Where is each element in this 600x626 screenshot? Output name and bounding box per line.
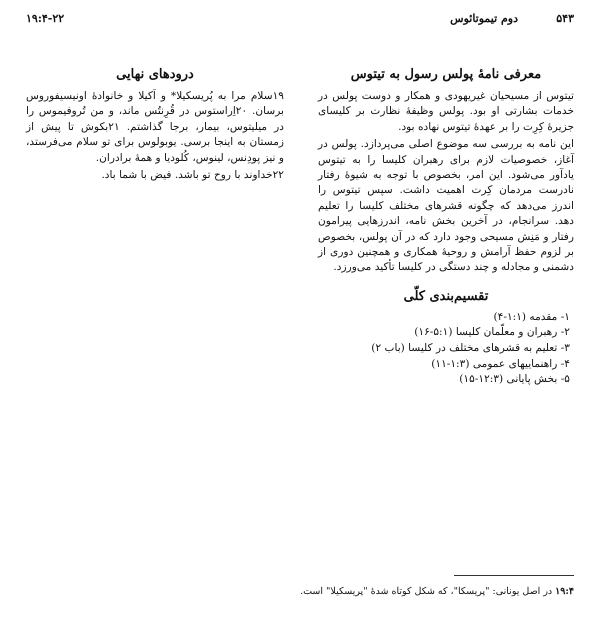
page-number: ۵۴۳ — [556, 12, 574, 25]
greetings-paragraph-1: ۱۹سلام مرا به پُریسکیلا* و اَکیلا و خانوادهٔ اونیسیفوروس برسان. ۲۰اِراستوس در قُرِنتُس ماند، و من تُروفیموس را در میلیتوس، بیمار، برجا گذاشتم. ۲۱بکوش تا پیش از زمستان به اینجا برسی. یوبولوس برای تو سلام می‌فرستد، و نیز پودِنس، لینوس، کُلودیا و همهٔ برادران. — [26, 90, 284, 164]
running-header — [26, 12, 574, 32]
header-reference: ۱۹:۴-۲۲ — [26, 12, 65, 25]
intro-paragraph-2: این نامه به بررسی سه موضوع اصلی می‌پردازد. پولس در آغاز، خصوصیات لازم برای رهبران کلیسا را به تیتوس یادآور می‌شود. این امر، بخصوص با توجه به شیوهٔ رفتار نادرست مردمان کِرت اهمیت داشت. سپس تیتوس را اندرز می‌دهد که چگونه قشرهای مختلف کلیسا را تعلیم دهد. سرانجام، در آخرین بخش نامه، اندرزهایی پیرامون رفتار و مَنِش مسیحی وجود دارد که در آن پولس، بخصوص بر لزوم حفظ آرامش و روحیهٔ همکاری و همچنین دوری از دشمنی و مجادله و چند دستگی در کلیسا تأکید می‌ورزد. — [318, 138, 574, 274]
outline-item: ۳- تعلیم به قشرهای مختلف در کلیسا (باب ۲) — [371, 342, 570, 355]
right-column — [318, 66, 574, 388]
outline-item: ۲- رهبران و معلّمان کلیسا (۵:۱-۱۶) — [414, 326, 570, 339]
footnote — [26, 585, 574, 599]
final-greetings-title: درودهای نهایی — [116, 67, 194, 82]
greetings-paragraph-2: ۲۲خداوند با روح تو باشد. فیض با شما باد. — [101, 169, 284, 182]
footnote-reference: ۱۹:۴ — [555, 586, 574, 597]
outline-list — [318, 310, 574, 388]
intro-paragraph-1: تیتوس از مسیحیان غیریهودی و همکار و دوست پولس در خدمات بشارتی او بود. پولس وظیفهٔ نظارت بر کلیسای جزیرهٔ کِرِت را بر عهدهٔ تیتوس نهاده بود. — [318, 90, 574, 133]
outline-title: تقسیم‌بندی کلّی — [403, 288, 489, 304]
left-column — [26, 66, 284, 185]
footnote-divider — [454, 575, 574, 576]
header-book-title: دوم تیموتائوس — [450, 12, 518, 25]
outline-item: ۵- بخش پایانی (۱۲:۳-۱۵) — [459, 373, 570, 386]
outline-item: ۴- راهنماییهای عمومی (۱:۳-۱۱) — [431, 357, 570, 370]
introduction-title: معرفی نامهٔ پولس رسول به تیتوس — [350, 67, 542, 82]
footnote-text: در اصل یونانی: "پریسکا"، که شکل کوتاه شدهٔ "پریسکیلا" است. — [300, 586, 553, 597]
outline-item: ۱- مقدمه (۱:۱-۴) — [493, 310, 570, 323]
